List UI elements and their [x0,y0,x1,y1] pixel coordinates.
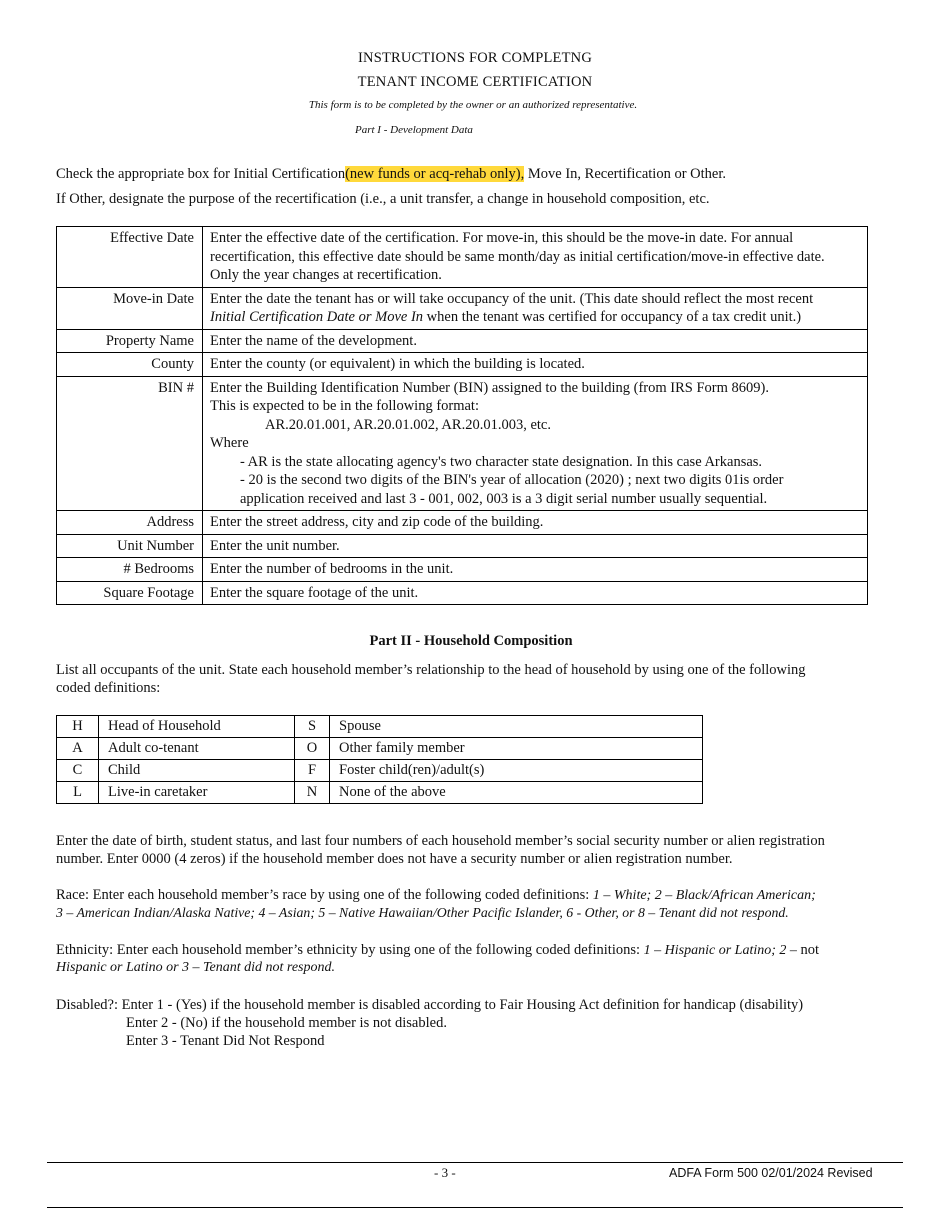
doc-subtitle: This form is to be completed by the owner or an authorized representative. [308,99,638,111]
footer-rule-bottom [47,1207,903,1208]
ethnicity-codes: 1 – Hispanic or Latino; 2 – [643,943,797,958]
desc-line: - 20 is the second two digits of the BIN's year of allocation (2020) ; next two digits 01is order [240,472,784,488]
row-description [203,227,868,288]
desc-line: recertification, this effective date should be same month/day as initial certification/move-in effective date. [210,248,825,265]
row-description: Enter the name of the development. [203,329,868,353]
disabled-line3: Enter 3 - Tenant Did Not Respond [126,1033,325,1049]
desc-line: Enter the effective date of the certification. For move-in, this should be the move-in date. For annual [210,230,794,246]
code-cell: C [57,760,99,782]
definition-cell: Adult co-tenant [99,738,295,760]
highlighted-text: (new funds or acq-rehab only), [345,166,525,182]
desc-line: This is expected to be in the following format: [210,398,479,414]
desc-line: Only the year changes at recertification. [210,267,442,283]
table-row [57,581,868,605]
table-row [57,376,868,511]
development-data-table [56,226,868,605]
row-label: Property Name [57,329,203,353]
code-cell: N [295,782,330,804]
row-label: # Bedrooms [57,558,203,582]
bin-format-example: AR.20.01.001, AR.20.01.002, AR.20.01.003, etc. [265,416,551,433]
row-description: Enter the county (or equivalent) in which the building is located. [203,353,868,377]
table-row [57,353,868,377]
code-cell: S [295,716,330,738]
table-row [57,782,703,804]
table-row [57,534,868,558]
code-cell: A [57,738,99,760]
part2-title: Part II - Household Composition [369,633,573,649]
row-label: County [57,353,203,377]
definition-cell: None of the above [330,782,703,804]
definition-cell: Other family member [330,738,703,760]
dob-line2: number. Enter 0000 (4 zeros) if the household member does not have a security number or alien registration number. [56,851,733,867]
table-row [57,287,868,329]
doc-title-line2: TENANT INCOME CERTIFICATION [357,74,593,90]
desc-line: Enter the Building Identification Number (BIN) assigned to the building (from IRS Form 8609). [210,379,769,396]
doc-title-line1: INSTRUCTIONS FOR COMPLETNG [358,50,592,66]
code-cell: H [57,716,99,738]
race-codes: 1 – White; 2 – Black/African American; [592,888,816,903]
definition-cell: Foster child(ren)/adult(s) [330,760,703,782]
part2-intro-line2: coded definitions: [56,680,161,696]
table-row [57,227,868,288]
desc-line: - AR is the state allocating agency's two character state designation. In this case Arkansas. [240,453,763,470]
desc-line: application received and last 3 - 001, 002, 003 is a 3 digit serial number usually sequential. [240,490,768,507]
disabled-line2: Enter 2 - (No) if the household member is not disabled. [126,1015,447,1031]
table-row [57,558,868,582]
page-number: - 3 - [434,1165,456,1180]
desc-text: when the tenant was certified for occupancy of a tax credit unit.) [423,309,802,325]
row-description [203,376,868,511]
relationship-codes-table [56,715,703,804]
desc-line: Where [210,435,249,451]
ethnicity-text: Ethnicity: Enter each household member’s ethnicity by using one of the following coded definitions: [56,942,644,958]
row-label: Unit Number [57,534,203,558]
dob-line1: Enter the date of birth, student status, and last four numbers of each household member’s social security number or alien registration [56,833,825,849]
row-label: Address [57,511,203,535]
race-line1 [56,886,816,905]
race-line2: 3 – American Indian/Alaska Native; 4 – Asian; 5 – Native Hawaiian/Other Pacific Islander, 6 - Other, or 8 – Tenant did not respond. [56,905,789,920]
code-cell: L [57,782,99,804]
intro-check-text: Check the appropriate box for Initial Certification [56,166,346,182]
intro-other-line: If Other, designate the purpose of the recertification (i.e., a unit transfer, a change in household composition, etc. [56,191,710,207]
race-text: Race: Enter each household member’s race by using one of the following coded definitions: [56,887,593,903]
part1-title: Part I - Development Data [355,124,473,136]
table-row [57,329,868,353]
form-revision: ADFA Form 500 02/01/2024 Revised [669,1166,873,1180]
row-description: Enter the square footage of the unit. [203,581,868,605]
definition-cell: Live-in caretaker [99,782,295,804]
ethnicity-line1 [56,941,819,960]
desc-line: Enter the date the tenant has or will take occupancy of the unit. (This date should reflect the most recent [210,290,814,307]
row-label: Square Footage [57,581,203,605]
ethnicity-line2: Hispanic or Latino or 3 – Tenant did not respond. [56,960,335,975]
desc-line [210,308,863,327]
row-label: BIN # [57,376,203,511]
definition-cell: Child [99,760,295,782]
row-description [203,287,868,329]
definition-cell: Head of Household [99,716,295,738]
code-cell: O [295,738,330,760]
intro-check-text-end: Move In, Recertification or Other. [524,166,726,182]
part2-intro-line1: List all occupants of the unit. State each household member’s relationship to the head of household by using one of the following [56,662,806,678]
row-label: Move-in Date [57,287,203,329]
table-row [57,760,703,782]
desc-italic: Initial Certification Date or Move In [210,309,424,325]
disabled-line1: Disabled?: Enter 1 - (Yes) if the household member is disabled according to Fair Housing Act definition for handicap (disability) [56,997,804,1013]
table-row [57,511,868,535]
table-row [57,738,703,760]
code-cell: F [295,760,330,782]
table-row [57,716,703,738]
footer-rule-top [47,1162,903,1163]
row-description: Enter the number of bedrooms in the unit. [203,558,868,582]
row-description: Enter the street address, city and zip code of the building. [203,511,868,535]
row-label: Effective Date [57,227,203,288]
row-description: Enter the unit number. [203,534,868,558]
definition-cell: Spouse [330,716,703,738]
ethnicity-not: not [796,942,820,958]
intro-check-line [56,165,726,183]
